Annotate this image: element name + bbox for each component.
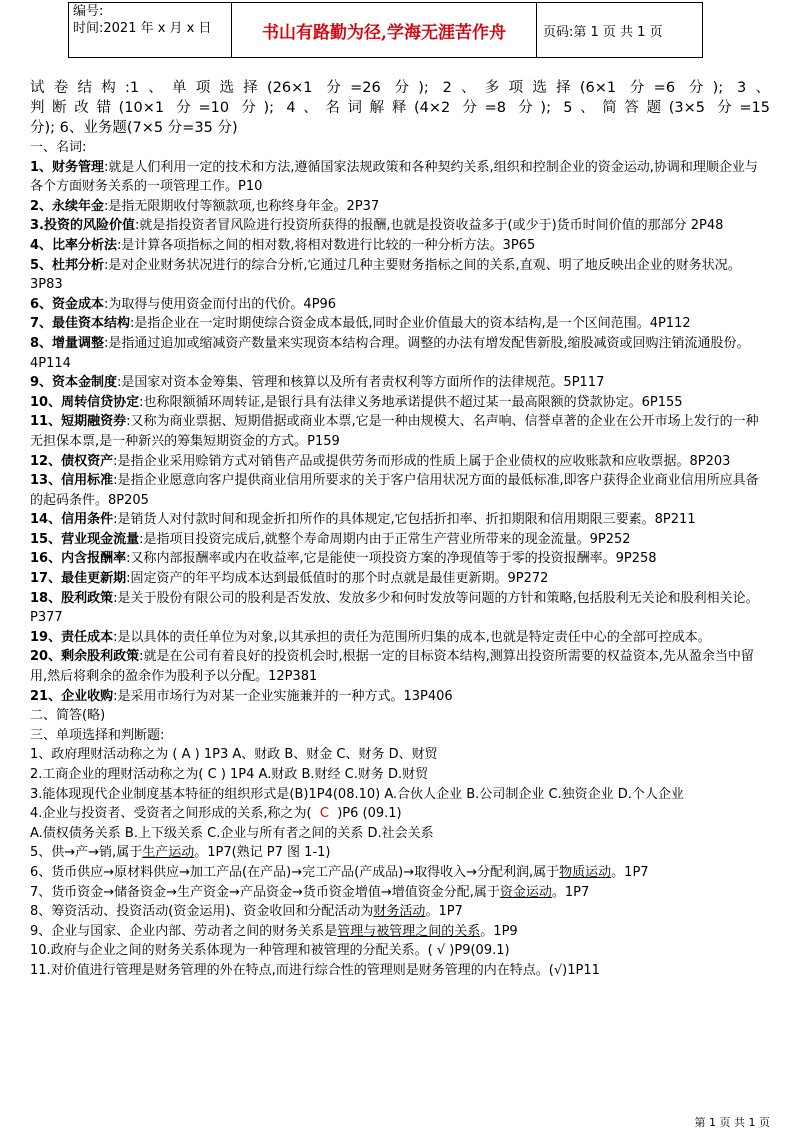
exam-structure-line: 试卷结构:1、单项选择(26×1 分=26 分); 2、多项选择(6×1 分=6 分); 3、 (30, 80, 770, 96)
header-page-label: 页码:第 1 页 共 1 页 (543, 25, 663, 40)
definition-item (30, 647, 770, 686)
question-text: 。1P7 (551, 884, 590, 900)
definition-item (30, 314, 770, 334)
definition-term: 21、企业收购 (30, 688, 114, 704)
exam-structure-line: 判断改错(10×1 分=10 分); 4、名词解释(4×2 分=8 分); 5、简答题(3×5 分=15 (30, 100, 770, 116)
question-text: 8、筹资活动、投资活动(资金运用)、资金收回和分配活动为 (30, 904, 374, 920)
question-item: 1、政府理财活动称之为 ( A ) 1P3 A、财政 B、财金 C、财务 D、财贸 (30, 747, 438, 763)
question-item: 11.对价值进行管理是财务管理的外在特点,而进行综合性的管理则是财务管理的内在特点。(√)1P11 (30, 962, 600, 978)
page-footer: 第 1 页 共 1 页 (694, 1116, 770, 1129)
definition-text: :就是指投资者冒风险进行投资所获得的报酬,也就是投资收益多于(或少于)货币时间价值的那部分 2P48 (134, 218, 724, 234)
question-item (30, 843, 770, 863)
definition-text: :是对企业财务状况进行的综合分析,它通过几种主要财务指标之间的关系,直观、明了地反映出企业的财务状况。3P83 (30, 257, 741, 293)
question-item (30, 804, 770, 824)
header-meta (73, 3, 231, 37)
definition-term: 10、周转信贷协定 (30, 394, 140, 410)
definition-text: :就是人们利用一定的技术和方法,遵循国家法规政策和各种契约关系,组织和控制企业的资金运动,协调和理顺企业与各个方面财务关系的一项管理工作。P10 (30, 159, 758, 195)
question-item: 2.工商企业的理财活动称之为( C ) 1P4 A.财政 B.财经 C.财务 D.财贸 (30, 767, 429, 782)
definition-item (30, 687, 770, 707)
definition-text: :是指企业愿意向客户提供商业信用所要求的关于客户信用状况方面的最低标准,即客户获得企业商业信用所应具备的起码条件。8P205 (30, 473, 759, 508)
definition-text: :是采用市场行为对某一企业实施兼并的一种方式。13P406 (113, 688, 453, 704)
definition-text: :是销货人对付款时间和现金折扣所作的具体规定,它包括折扣率、折扣期限和信用期限三要素。8P211 (113, 512, 696, 528)
definition-term: 13、信用标准 (30, 473, 114, 489)
question-text: 6、货币供应→原材料供应→加工产品(在产品)→完工产品(产成品)→取得收入→分配利润,属于 (30, 864, 560, 880)
definition-text: :固定资产的年平均成本达到最低值时的那个时点就是最佳更新期。9P272 (126, 571, 549, 587)
definition-item (30, 216, 770, 236)
number-label: 编号: (73, 4, 104, 19)
definition-text: :是计算各项指标之间的相对数,将相对数进行比较的一种分析方法。3P65 (117, 237, 536, 253)
underlined-answer: 财务活动 (373, 904, 426, 920)
question-item (30, 883, 770, 903)
definition-term: 16、内含报酬率 (30, 551, 127, 567)
section-title: 二、简答(略) (30, 708, 106, 724)
definition-text: :是指企业在一定时期使综合资金成本最低,同时企业价值最大的资本结构,是一个区间范围。4P112 (130, 316, 691, 332)
document-body (30, 78, 770, 981)
definition-term: 18、股利政策 (30, 590, 114, 606)
definition-term: 17、最佳更新期 (30, 571, 127, 587)
definition-item (30, 373, 770, 393)
question-text: 7、货币资金→储备资金→生产资金→产品资金→货币资金增值→增值资金分配,属于 (30, 884, 500, 900)
definition-term: 4、比率分析法 (30, 237, 118, 253)
definition-item (30, 510, 770, 530)
definition-item (30, 530, 770, 550)
definition-item (30, 236, 770, 256)
definition-term: 2、永续年金 (30, 198, 105, 214)
question-text: 9、企业与国家、企业内部、劳动者之间的财务关系是 (30, 923, 338, 939)
definition-text: :是指无限期收付等额款项,也称终身年金。2P37 (104, 198, 380, 214)
document-header (68, 2, 703, 58)
exam-structure-line: 分); 6、业务题(7×5 分=35 分) (30, 120, 238, 136)
question-item (30, 863, 770, 883)
answer-mark: C (319, 806, 329, 822)
header-motto: 书山有路勤为径,学海无涯苦作舟 (262, 22, 506, 43)
definition-term: 20、剩余股利政策 (30, 649, 140, 665)
question-item (30, 902, 770, 922)
definition-term: 9、资本金制度 (30, 375, 118, 391)
section-title: 三、单项选择和判断题: (30, 727, 165, 743)
definition-item (30, 412, 770, 451)
question-text: 5、供→产→销,属于 (30, 845, 143, 861)
definition-term: 8、增量调整 (30, 335, 105, 351)
question-text: )P6 (09.1) (337, 806, 402, 822)
question-text: 。1P7 (425, 904, 463, 920)
definition-text: :是以具体的责任单位为对象,以其承担的责任为范围所归集的成本,也就是特定责任中心的全部可控成本。 (113, 629, 711, 645)
definition-term: 14、信用条件 (30, 512, 114, 528)
definition-text: :就是在公司有着良好的投资机会时,根据一定的目标资本结构,测算出投资所需要的权益资本,先从盈余当中留用,然后将剩余的盈余作为股利予以分配。12P381 (30, 649, 754, 685)
definition-term: 1、财务管理 (30, 159, 105, 175)
definition-text: :也称限额循环周转证,是银行具有法律义务地承诺提供不超过某一最高限额的贷款协定。6P155 (139, 394, 683, 410)
definition-text: :是关于股份有限公司的股利是否发放、发放多少和何时发放等问题的方针和策略,包括股利无关论和股利相关论。 P377 (30, 590, 759, 626)
underlined-answer: 资金运动 (499, 884, 552, 900)
underlined-answer: 物质运动 (559, 864, 612, 880)
question-text: 。1P9 (480, 923, 518, 939)
question-text: 。1P7(熟记 P7 图 1-1) (194, 845, 331, 861)
definition-item (30, 569, 770, 589)
question-text: 。1P7 (611, 864, 649, 880)
definition-text: :又称内部报酬率或内在收益率,它是能使一项投资方案的净现值等于零的投资报酬率。9P258 (126, 551, 657, 567)
definition-text: :是指企业采用赊销方式对销售产品或提供劳务而形成的性质上属于企业债权的应收账款和应收票据。8P203 (113, 453, 731, 469)
time-label: 时间:2021 年 x 月 x 日 (73, 21, 212, 36)
header-divider (536, 3, 537, 57)
definition-item (30, 628, 770, 648)
question-item: 3.能体现现代企业制度基本特征的组织形式是(B)1P4(08.10) A.合伙人企业 B.公司制企业 C.独资企业 D.个人企业 (30, 786, 684, 802)
definition-item (30, 452, 770, 472)
definition-term: 6、资金成本 (30, 296, 105, 312)
definition-term: 11、短期融资券 (30, 414, 127, 430)
definition-term: 15、营业现金流量 (30, 531, 140, 547)
definition-item (30, 589, 770, 628)
definition-item (30, 158, 770, 197)
underlined-answer: 管理与被管理之间的关系 (337, 923, 481, 939)
definition-term: 7、最佳资本结构 (30, 316, 131, 332)
question-options: A.债权债务关系 B.上下级关系 C.企业与所有者之间的关系 D.社会关系 (30, 825, 434, 841)
definition-term: 3.投资的风险价值 (30, 218, 135, 234)
definition-item (30, 471, 770, 510)
definition-text: :是指项目投资完成后,就整个寿命周期内由于正常生产营业所带来的现金流量。9P252 (139, 531, 631, 547)
question-item (30, 922, 770, 942)
definition-item (30, 256, 770, 295)
definition-item (30, 549, 770, 569)
definition-item (30, 197, 770, 217)
definition-text: :是国家对资本金筹集、管理和核算以及所有者责权利等方面所作的法律规范。5P117 (117, 375, 605, 391)
definition-text: :是指通过追加或缩减资产数量来实现资本结构合理。调整的办法有增发配售新股,缩股减资或回购注销流通股份。4P114 (30, 335, 750, 371)
definition-item (30, 393, 770, 413)
definition-text: :为取得与使用资金而付出的代价。4P96 (104, 296, 337, 312)
section-title: 一、名词: (30, 140, 87, 155)
question-item: 10.政府与企业之间的财务关系体现为一种管理和被管理的分配关系。( √ )P9(09.1) (30, 943, 510, 959)
definition-term: 5、杜邦分析 (30, 257, 105, 273)
definition-term: 12、债权资产 (30, 453, 114, 469)
question-text: 4.企业与投资者、受资者之间形成的关系,称之为( (30, 806, 312, 822)
definition-term: 19、责任成本 (30, 629, 114, 645)
definition-item (30, 334, 770, 373)
definition-text: :又称为商业票据、短期借据或商业本票,它是一种由规模大、名声响、信誉卓著的企业在公开市场上发行的一种无担保本票,是一种新兴的筹集短期资金的方式。P159 (30, 414, 759, 449)
definition-item (30, 295, 770, 315)
underlined-answer: 生产运动 (142, 845, 195, 861)
